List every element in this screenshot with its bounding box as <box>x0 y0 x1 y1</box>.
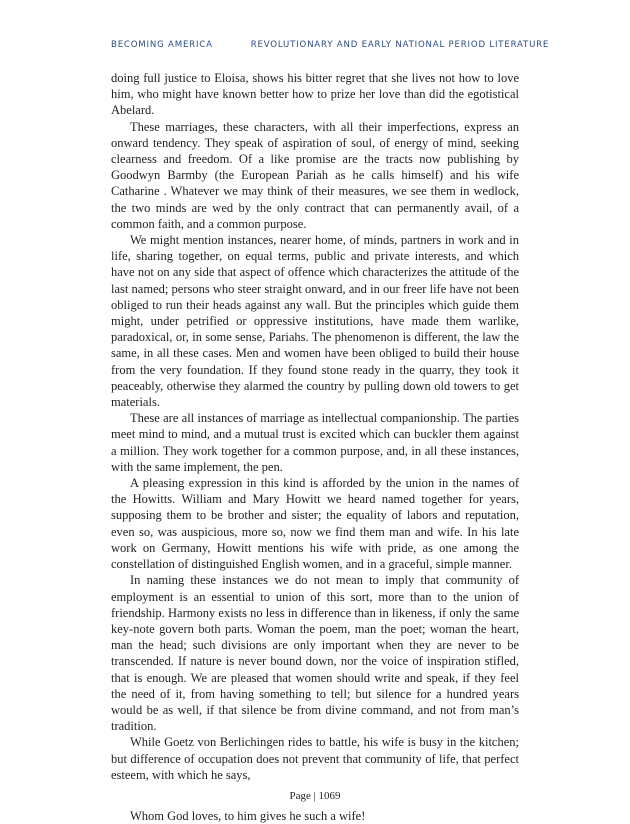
paragraph: We might mention instances, nearer home, of minds, partners in work and in life, sharing together, on equal terms, public and private interests, and which have not on any side that aspect of offence which characterizes the attitude of the last named; persons who steer straight onward, and in our freer life have not been obliged to run their heads against any wall. But the principles which guide them might, under petrified or oppressive institutions, have made them warlike, paradoxical, or, in some sense, Pariahs. The phenomenon is different, the law the same, in all these cases. Men and women have been obliged to build their house from the very foundation. If they found stone ready in the quarry, they took it peaceably, otherwise they alarmed the country by pulling down old towers to get materials. <box>111 233 519 410</box>
block-quote: Whom God loves, to him gives he such a wife! <box>130 808 366 823</box>
page-body <box>111 70 519 824</box>
paragraph: These marriages, these characters, with all their imperfections, express an onward tendency. They speak of aspiration of soul, of energy of mind, seeking clearness and freedom. Of a like promise are the tracts now publishing by Goodwyn Barmby (the European Pariah as he calls himself) and his wife Catharine . Whatever we may think of their measures, we see them in wedlock, the two minds are wed by the only contract that can permanently avail, of a common faith, and a common purpose. <box>111 119 519 231</box>
header-book-title: BECOMING AMERICA <box>111 40 213 50</box>
page-number: Page | 1069 <box>289 790 341 802</box>
paragraph: While Goetz von Berlichingen rides to battle, his wife is busy in the kitchen; but difference of occupation does not prevent that community of life, that perfect esteem, with which he says, <box>111 735 519 782</box>
paragraph: A pleasing expression in this kind is afforded by the union in the names of the Howitts. William and Mary Howitt we heard named together for years, supposing them to be brother and sister; the equality of labors and reputation, even so, was auspicious, more so, now we find them man and wife. In his late work on Germany, Howitt mentions his wife with pride, as one among the constellation of distinguished English women, and in a graceful, simple manner. <box>111 476 519 572</box>
paragraph: doing full justice to Eloisa, shows his bitter regret that she lives not how to love him, who might have known better how to prize her love than did the egotistical Abelard. <box>111 71 519 118</box>
paragraph: These are all instances of marriage as intellectual companionship. The parties meet mind to mind, and a mutual trust is excited which can buckler them against a million. They work together for a common purpose, and, in all these instances, with the same implement, the pen. <box>111 411 519 474</box>
header-section-title: REVOLUTIONARY AND EARLY NATIONAL PERIOD LITERATURE <box>250 40 550 50</box>
running-header <box>111 40 549 50</box>
paragraph: In naming these instances we do not mean to imply that community of employment is an essential to union of this sort, more than to the union of friendship. Harmony exists no less in difference than in likeness, if only the same key-note govern both parts. Woman the poem, man the poet; woman the heart, man the head; such divisions are only important when they are never to be transcended. If nature is never bound down, nor the voice of inspiration stifled, that is enough. We are pleased that women should write and speak, if they feel the need of it, from having something to tell; but silence for a hundred years would be as well, if that silence be from divine command, and not from man’s tradition. <box>111 573 519 734</box>
